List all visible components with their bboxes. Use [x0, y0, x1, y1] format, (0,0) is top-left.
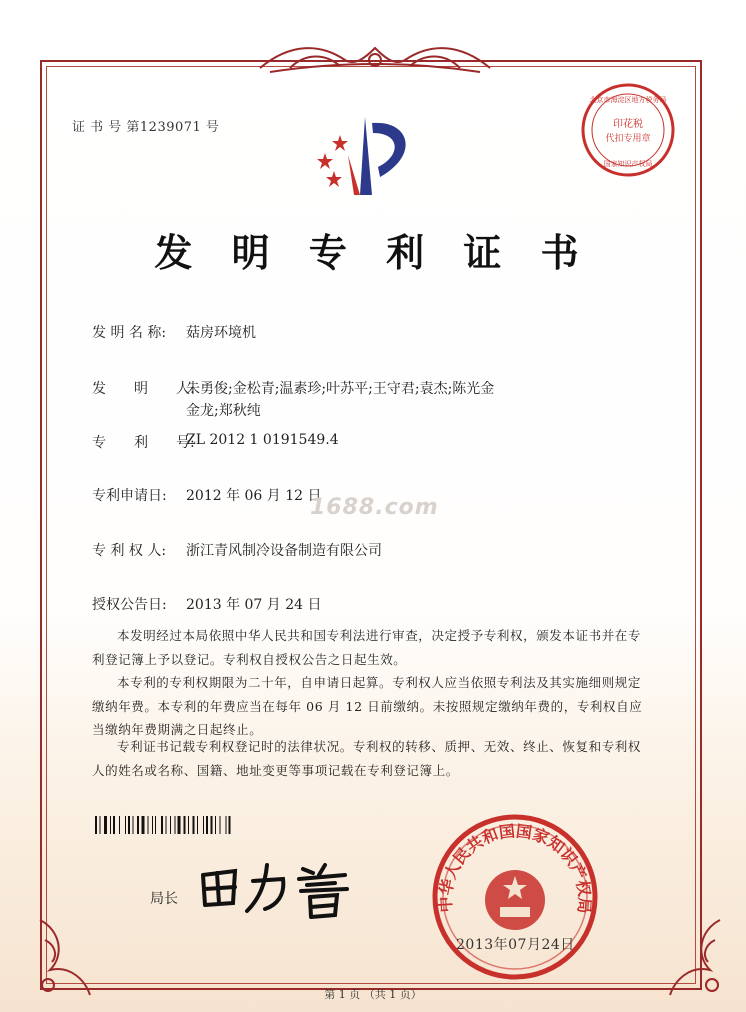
barcode-bar	[215, 816, 216, 834]
director-label: 局长	[150, 891, 178, 907]
field-value-inventors-line2: 金龙;郑秋纯	[186, 403, 261, 419]
seal-text: 中华人民共和国国家知识产权局	[435, 821, 595, 915]
field-value-patent-number: ZL 2012 1 0191549.4	[186, 432, 339, 448]
patent-office-logo	[310, 115, 425, 200]
barcode-bar	[125, 816, 126, 834]
tax-stamp-line2: 代扣专用章	[605, 134, 651, 144]
barcode	[95, 816, 285, 834]
field-value-invention-name: 菇房环境机	[186, 325, 256, 341]
body-paragraph-2: 本专利的专利权期限为二十年，自申请日起算。专利权人应当依照专利法及其实施细则规定缴纳年费。本专利的年费应当在每年 06 月 12 日前缴纳。未按照规定缴纳年费的，专利权自应当缴纳年费期满之日起终止。	[92, 675, 643, 737]
field-value-grant-date: 2013 年 07 月 24 日	[186, 597, 322, 613]
barcode-bar	[178, 816, 181, 834]
barcode-bar	[95, 816, 97, 834]
tax-stamp	[578, 80, 678, 180]
barcode-bar	[113, 816, 115, 834]
barcode-bar	[104, 816, 107, 834]
official-seal	[430, 812, 600, 982]
barcode-bar	[229, 816, 231, 834]
barcode-bar	[188, 816, 189, 834]
barcode-bar	[184, 816, 186, 834]
barcode-bar	[170, 816, 171, 834]
field-label-patentee: 专 利 权 人:	[92, 543, 167, 559]
tax-stamp-outer-text: 北京市海淀区地方税务局	[589, 96, 667, 104]
field-value-inventors: 朱勇俊;金松青;温素珍;叶苏平;王守君;袁杰;陈光金	[186, 381, 495, 397]
field-label-inventors: 发 明 人:	[92, 381, 195, 397]
field-value-filing-date: 2012 年 06 月 12 日	[186, 488, 322, 504]
field-label-grant-date: 授权公告日:	[92, 597, 167, 613]
certificate-number: 证 书 号 第1239071 号	[72, 120, 220, 135]
barcode-bar	[128, 816, 130, 834]
barcode-bar	[142, 816, 145, 834]
barcode-bar	[119, 816, 120, 834]
seal-date: 2013年07月24日	[456, 937, 575, 953]
barcode-bar	[110, 816, 111, 834]
field-label-invention-name: 发 明 名 称:	[92, 325, 167, 341]
barcode-bar	[175, 816, 176, 834]
barcode-bar	[161, 816, 163, 834]
barcode-bar	[211, 816, 213, 834]
director-signature	[195, 855, 355, 925]
field-label-patent-number: 专 利 号:	[92, 435, 195, 451]
top-ornament	[250, 38, 500, 80]
field-value-patentee: 浙江青风制冷设备制造有限公司	[186, 543, 382, 559]
barcode-bar	[100, 816, 101, 834]
field-label-filing-date: 专利申请日:	[92, 488, 167, 504]
barcode-bar	[155, 816, 156, 834]
body-paragraph-1: 本发明经过本局依照中华人民共和国专利法进行审查，决定授予专利权，颁发本证书并在专利登记簿上予以登记。专利权自授权公告之日起生效。	[92, 628, 642, 667]
barcode-bar	[203, 816, 204, 834]
watermark: 1688.com	[310, 495, 439, 520]
tax-stamp-bottom-text: 国家知识产权局	[603, 160, 653, 168]
barcode-bar	[206, 816, 208, 834]
barcode-bar	[148, 816, 149, 834]
barcode-bar	[166, 816, 167, 834]
barcode-bar	[152, 816, 153, 834]
tax-stamp-line1: 印花税	[613, 119, 643, 130]
barcode-bar	[193, 816, 195, 834]
page-number: 第 1 页 （共 1 页）	[324, 988, 422, 1001]
barcode-bar	[197, 816, 198, 834]
barcode-bar	[137, 816, 139, 834]
barcode-bar	[220, 816, 221, 834]
body-paragraph-3: 专利证书记载专利权登记时的法律状况。专利权的转移、质押、无效、终止、恢复和专利权人的姓名或名称、国籍、地址变更等事项记载在专利登记簿上。	[92, 739, 642, 778]
barcode-bar	[133, 816, 134, 834]
barcode-bar	[226, 816, 227, 834]
page-title: 发 明 专 利 证 书	[154, 230, 592, 275]
